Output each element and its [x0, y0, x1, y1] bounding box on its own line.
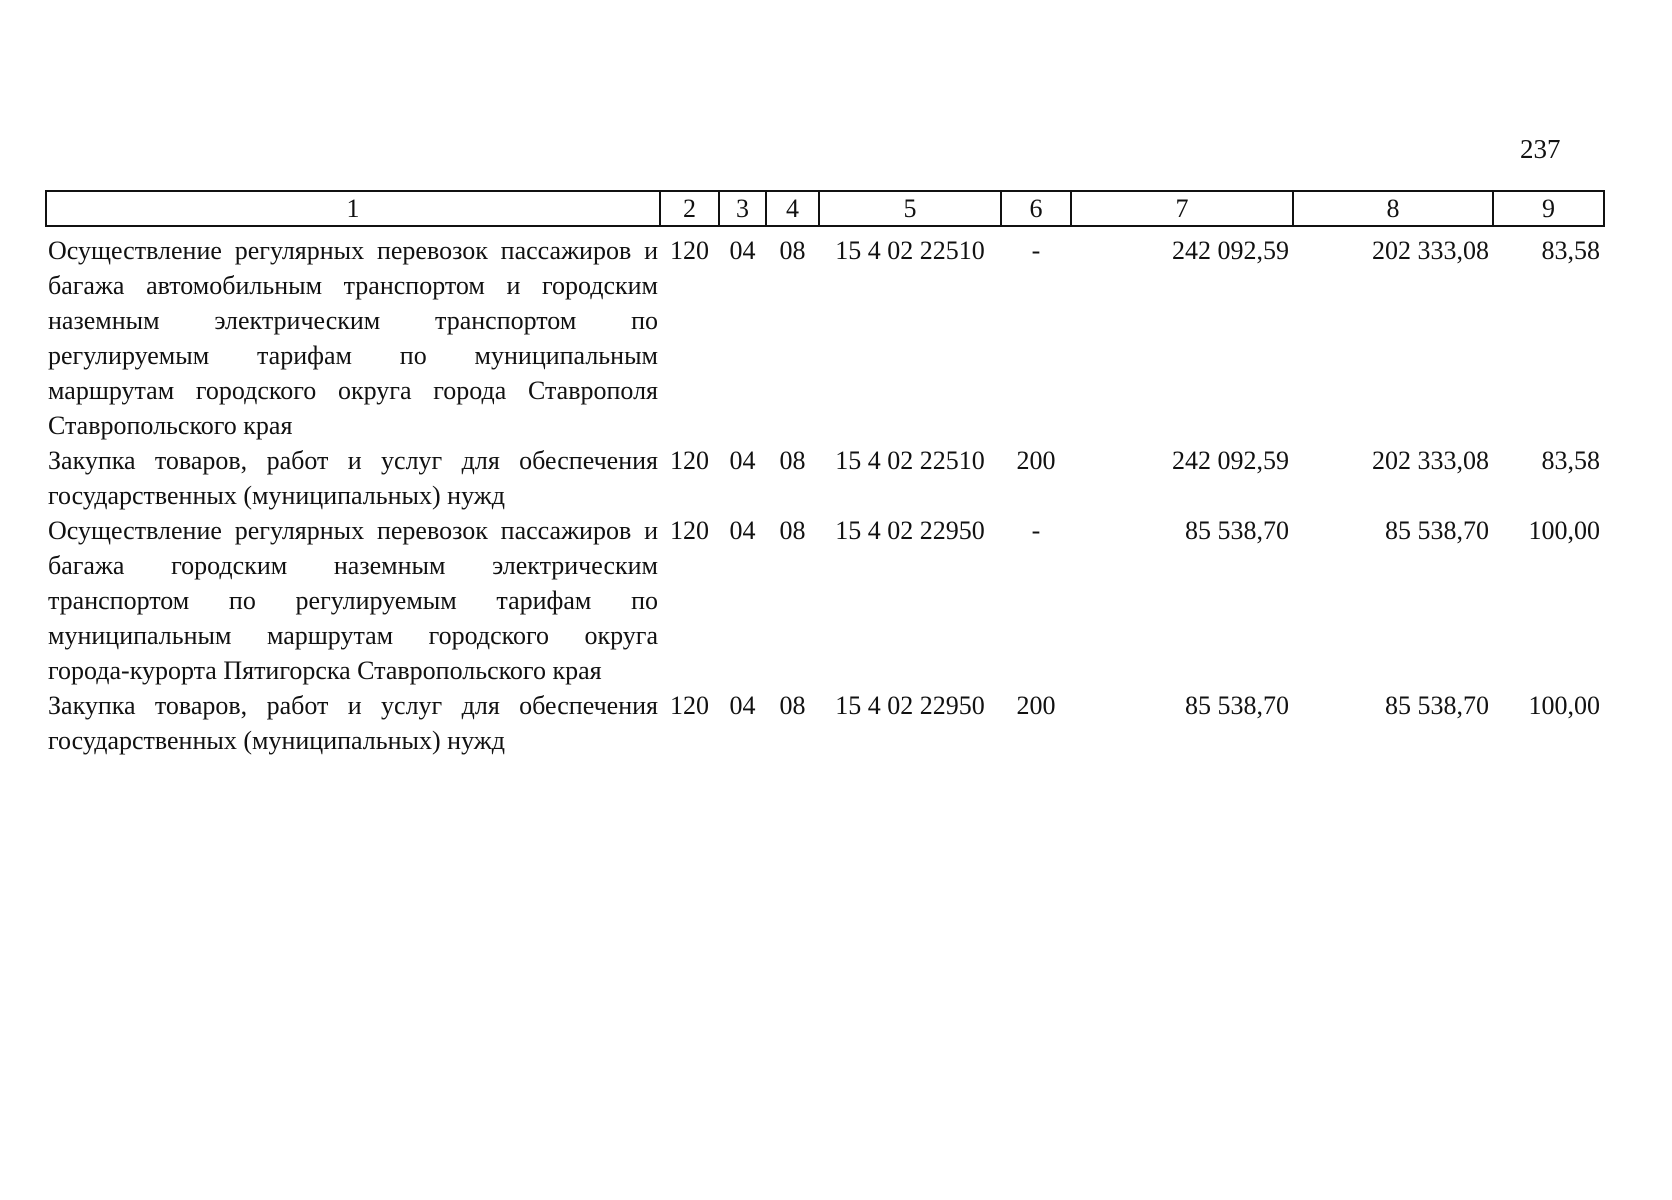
table-row	[46, 513, 1604, 688]
header-cell: 8	[1293, 191, 1493, 226]
table-header	[46, 191, 1604, 226]
cell-col9: 83,58	[1541, 446, 1600, 475]
row-name: Осуществление регулярных перевозок пассажиров и багажа городским наземным электрическим транспортом по регулируемым тарифам по муниципальным маршрутам городского округа города-курорта Пятигорска Ставропольского края	[48, 516, 658, 685]
page-number: 237	[1520, 134, 1561, 164]
cell-col2: 120	[670, 236, 709, 265]
budget-table	[45, 190, 1605, 758]
row-name: Закупка товаров, работ и услуг для обеспечения государственных (муниципальных) нужд	[48, 446, 658, 510]
cell-col7: 242 092,59	[1172, 446, 1289, 475]
cell-col6: 200	[1016, 691, 1056, 720]
cell-col6: -	[1031, 236, 1041, 265]
cell-col7: 85 538,70	[1185, 691, 1289, 720]
cell-col9: 83,58	[1541, 236, 1600, 265]
header-cell: 7	[1071, 191, 1293, 226]
row-name: Закупка товаров, работ и услуг для обеспечения государственных (муниципальных) нужд	[48, 691, 658, 755]
cell-col2: 120	[670, 691, 709, 720]
cell-col3: 04	[729, 236, 756, 265]
cell-col6: -	[1031, 516, 1041, 545]
cell-col4: 08	[779, 691, 806, 720]
cell-col3: 04	[729, 446, 756, 475]
header-cell: 2	[660, 191, 719, 226]
cell-col7: 242 092,59	[1172, 236, 1289, 265]
header-cell: 1	[46, 191, 660, 226]
row-name: Осуществление регулярных перевозок пассажиров и багажа автомобильным транспортом и городским наземным электрическим транспортом по регулируемым тарифам по муниципальным маршрутам городского округа города Ставрополя Ставропольского края	[48, 236, 658, 440]
cell-col5: 15 4 02 22510	[835, 236, 985, 265]
header-row	[46, 191, 1604, 226]
cell-col4: 08	[779, 446, 806, 475]
cell-col7: 85 538,70	[1185, 516, 1289, 545]
cell-col4: 08	[779, 516, 806, 545]
table-body	[46, 226, 1604, 758]
header-cell: 3	[719, 191, 766, 226]
cell-col8: 202 333,08	[1372, 236, 1489, 265]
cell-col5: 15 4 02 22950	[835, 691, 985, 720]
header-cell: 4	[766, 191, 819, 226]
cell-col5: 15 4 02 22510	[835, 446, 985, 475]
cell-col3: 04	[729, 691, 756, 720]
table-row	[46, 226, 1604, 443]
cell-col6: 200	[1016, 446, 1056, 475]
table-row	[46, 443, 1604, 513]
header-cell: 9	[1493, 191, 1604, 226]
cell-col2: 120	[670, 516, 709, 545]
cell-col5: 15 4 02 22950	[835, 516, 985, 545]
cell-col9: 100,00	[1528, 691, 1600, 720]
table-row	[46, 688, 1604, 758]
cell-col4: 08	[779, 236, 806, 265]
header-cell: 6	[1001, 191, 1071, 226]
cell-col9: 100,00	[1528, 516, 1600, 545]
header-cell: 5	[819, 191, 1001, 226]
cell-col3: 04	[729, 516, 756, 545]
cell-col2: 120	[670, 446, 709, 475]
cell-col8: 202 333,08	[1372, 446, 1489, 475]
cell-col8: 85 538,70	[1385, 516, 1489, 545]
cell-col8: 85 538,70	[1385, 691, 1489, 720]
